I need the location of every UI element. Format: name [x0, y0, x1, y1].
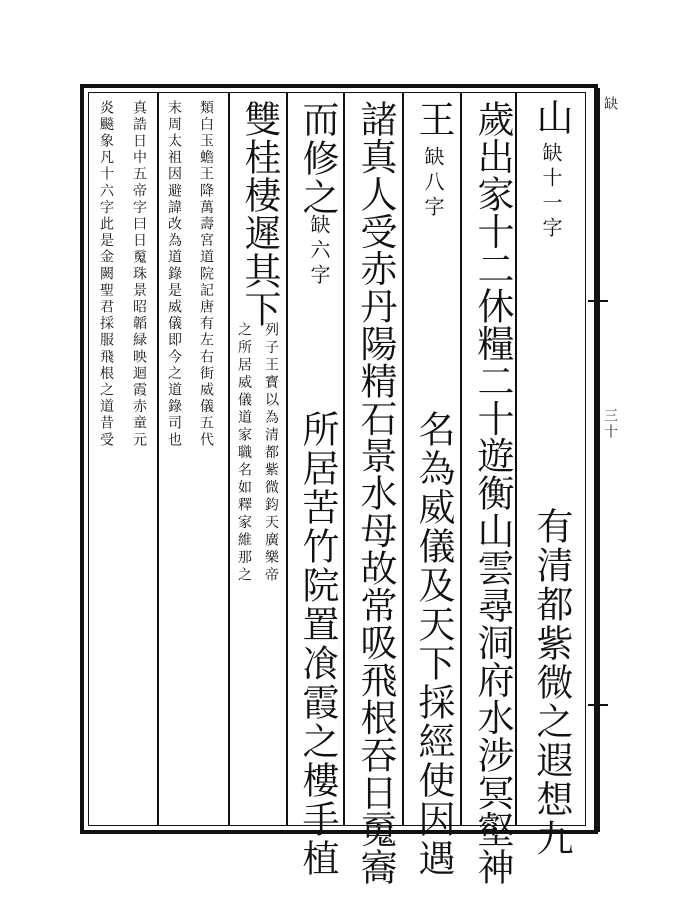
column-1-main: 山	[530, 98, 573, 137]
margin-top-text: 缺	[602, 96, 618, 112]
column-1-bottom: 有清都紫微之遐想九	[530, 507, 573, 858]
column-rule	[286, 92, 288, 826]
column-5-note: 缺六字	[307, 214, 331, 289]
fold-line	[598, 88, 600, 832]
column-rule	[228, 92, 230, 826]
fold-tick	[588, 704, 608, 706]
column-rule	[343, 92, 345, 826]
column-8-note-left: 炎飈象凡十六字此是金闕聖君採服飛根之道昔受	[98, 100, 114, 449]
column-6-note-right: 列子王寳以為清都紫微鈞天廣樂帝	[263, 322, 279, 585]
column-1-note: 缺十一字	[539, 142, 563, 242]
column-rule	[157, 92, 159, 826]
column-3-main: 王	[412, 100, 455, 139]
column-7-note-right: 類白玉蟾王降萬壽宮道院記唐有左右街威儀五代	[198, 100, 214, 449]
column-6-main: 雙桂棲遲其下	[238, 100, 281, 328]
column-3-bottom: 名為威儀及天下採經使因遇	[412, 410, 455, 878]
column-4-main: 諸真人受赤丹陽精石景水母故常吸飛根吞日䰟㝯	[354, 100, 397, 886]
column-7-note-left: 末周太祖因避諱改為道錄是威儀即今之道錄司也	[166, 100, 182, 449]
fold-tick	[588, 300, 608, 302]
column-5-bottom: 所居苦竹院置飡霞之樓手植	[296, 410, 339, 878]
page-number: 三十	[602, 408, 618, 440]
column-rule	[460, 92, 462, 826]
column-8-note-right: 真誥日中五帝字曰日䰟珠景昭韜緑映迴霞赤童元	[131, 100, 147, 449]
column-6-note-left: 之所居威儀道家職名如釋家維那之	[236, 322, 252, 585]
column-2-main: 歲出家十二休糧二十遊衡山雲尋洞府水涉冥壑神	[471, 100, 514, 886]
column-3-note: 缺八字	[421, 146, 445, 221]
column-rule	[402, 92, 404, 826]
column-5-main: 而修之	[296, 100, 339, 217]
column-rule	[515, 92, 517, 826]
